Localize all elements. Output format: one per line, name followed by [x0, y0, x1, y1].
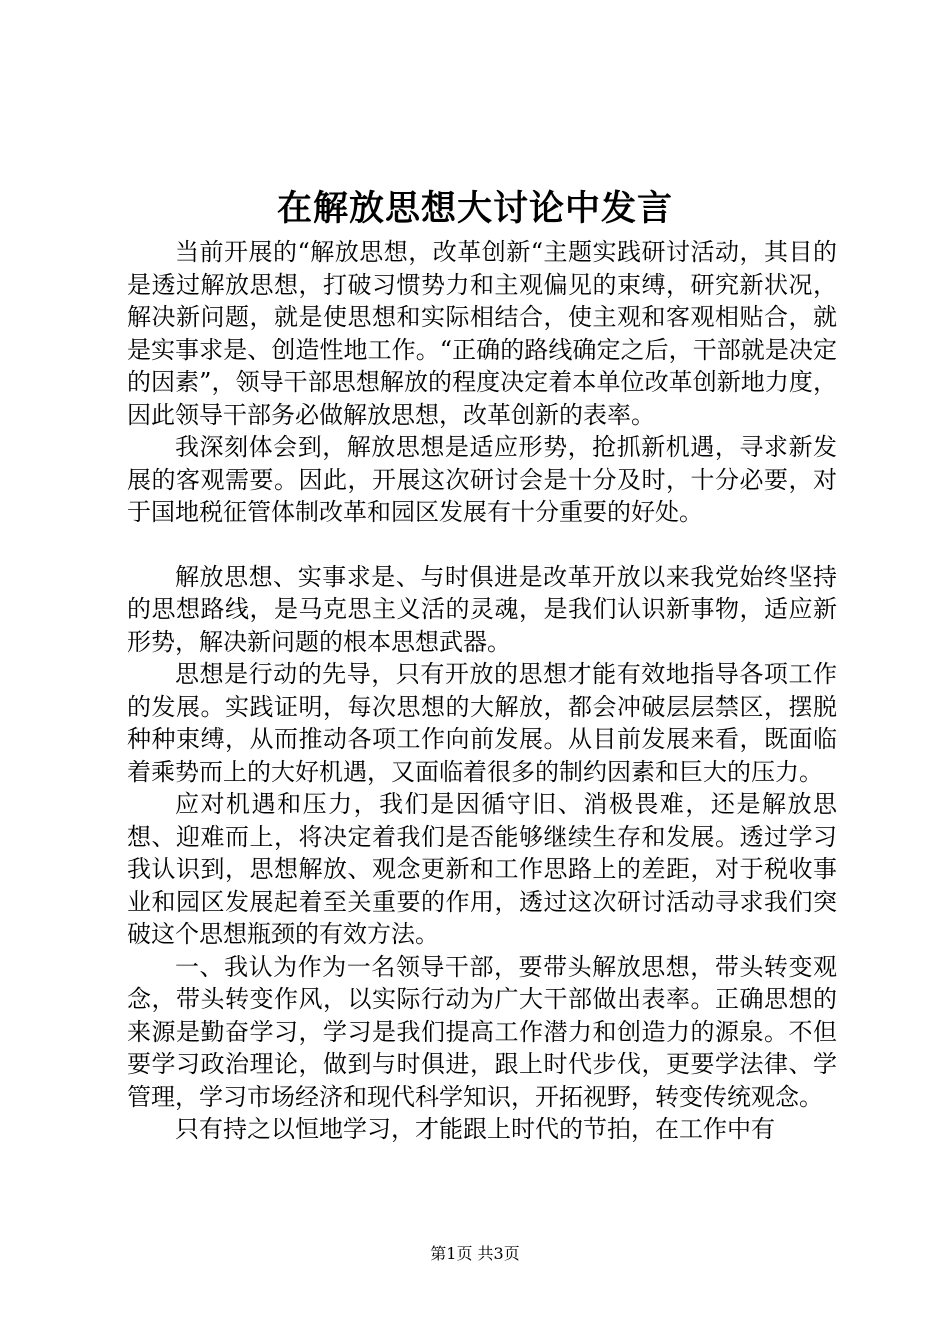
paragraph-7: 只有持之以恒地学习，才能跟上时代的节拍，在工作中有 [175, 1115, 775, 1143]
paragraph-2: 我深刻体会到，解放思想是适应形势，抢抓新机遇，寻求新发展的客观需要。因此，开展这次研讨会是十分及时，十分必要，对于国地税征管体制改革和园区发展有十分重要的好处。 [127, 433, 837, 526]
paragraph-5: 应对机遇和压力，我们是因循守旧、消极畏难，还是解放思想、迎难而上，将决定着我们是否能够继续生存和发展。透过学习我认识到，思想解放、观念更新和工作思路上的差距，对于税收事业和园区发展起着至关重要的作用，透过这次研讨活动寻求我们突破这个思想瓶颈的有效方法。 [127, 790, 837, 948]
paragraph-4: 思想是行动的先导，只有开放的思想才能有效地指导各项工作的发展。实践证明，每次思想的大解放，都会冲破层层禁区，摆脱种种束缚，从而推动各项工作向前发展。从目前发展来看，既面临着乘势而上的大好机遇，又面临着很多的制约因素和巨大的压力。 [127, 660, 837, 786]
page-number-footer: 第1页 共3页 [430, 1244, 520, 1263]
paragraph-1: 当前开展的“解放思想，改革创新“主题实践研讨活动，其目的是透过解放思想，打破习惯势力和主观偏见的束缚，研究新状况，解决新问题，就是使思想和实际相结合，使主观和客观相贴合，就是实事求是、创造性地工作。“正确的路线确定之后，干部就是决定的因素”，领导干部思想解放的程度决定着本单位改革创新地力度，因此领导干部务必做解放思想，改革创新的表率。 [127, 238, 837, 429]
paragraph-6: 一、我认为作为一名领导干部，要带头解放思想，带头转变观念，带头转变作风，以实际行动为广大干部做出表率。正确思想的来源是勤奋学习，学习是我们提高工作潜力和创造力的源泉。不但要学习政治理论，做到与时俱进，跟上时代步伐，更要学法律、学管理，学习市场经济和现代科学知识，开拓视野，转变传统观念。 [127, 952, 837, 1111]
document-body [127, 236, 837, 1146]
document-title: 在解放思想大讨论中发言 [276, 188, 673, 229]
paragraph-3: 解放思想、实事求是、与时俱进是改革开放以来我党始终坚持的思想路线，是马克思主义活的灵魂，是我们认识新事物，适应新形势，解决新问题的根本思想武器。 [127, 562, 837, 656]
